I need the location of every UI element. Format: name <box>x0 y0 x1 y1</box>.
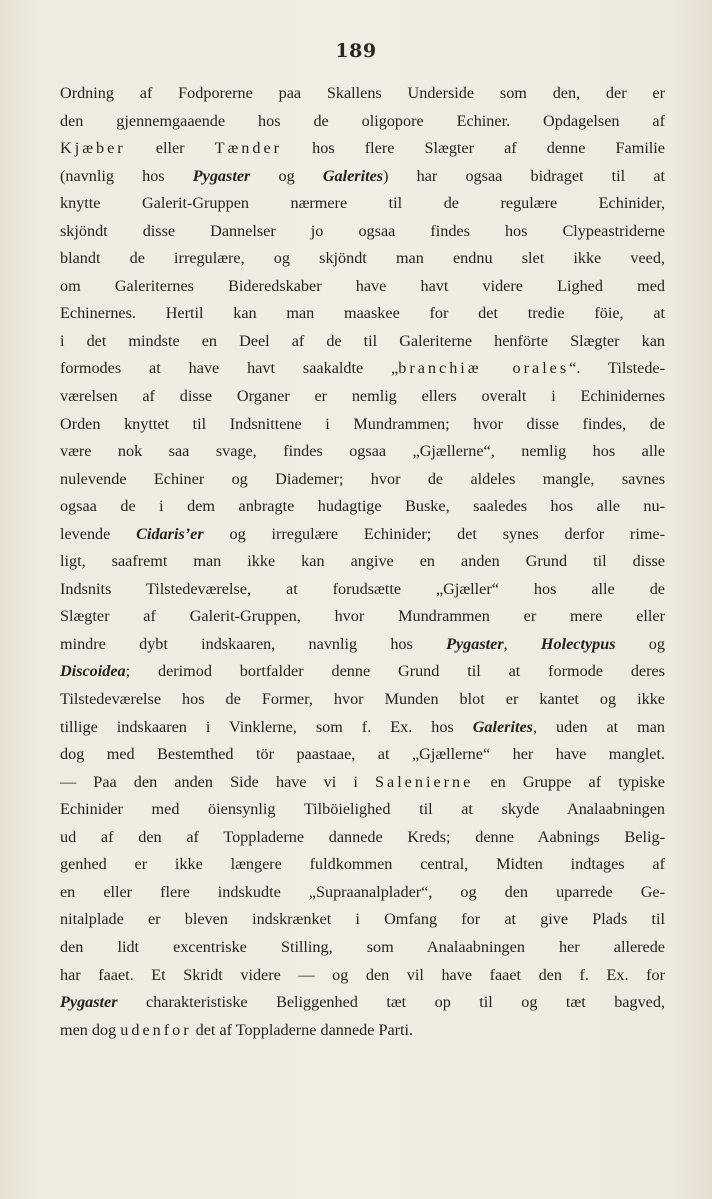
italic-term: Pygaster <box>60 993 118 1012</box>
text-segment: (navnlig hos <box>60 166 193 185</box>
text-line <box>60 218 665 246</box>
text-segment: knytte Galerit-Gruppen nærmere til de regulære Echinider, <box>60 194 665 213</box>
text-segment: blandt de irregulære, og skjöndt man endnu slet ikke veed, <box>60 249 665 268</box>
text-segment: , <box>503 634 541 653</box>
text-segment: den lidt excentriske Stilling, som Analaabningen her allerede <box>60 937 665 956</box>
text-segment: og <box>615 634 665 653</box>
spaced-term: Salenierne <box>375 772 474 791</box>
text-line <box>60 962 665 990</box>
text-segment: den gjennemgaaende hos de oligopore Echiner. Opdagelsen af <box>60 111 665 130</box>
text-line <box>60 906 665 934</box>
text-segment: Ordning af Fodporerne paa Skallens Underside som den, der er <box>60 84 665 102</box>
text-segment: og irregulære Echinider; det synes derfor rime- <box>203 524 665 543</box>
text-segment: hos flere Slægter af denne Familie <box>282 139 665 158</box>
text-segment: nulevende Echiner og Diademer; hvor de aldeles mangle, savnes <box>60 469 665 488</box>
text-line <box>60 190 665 218</box>
text-segment: i det mindste en Deel af de til Galeriterne henförte Slægter kan <box>60 331 665 350</box>
spaced-term: Tænder <box>214 139 283 158</box>
text-line <box>60 411 665 439</box>
text-line <box>60 548 665 576</box>
text-line <box>60 493 665 521</box>
text-segment: genhed er ikke længere fuldkommen central, Midten indtages af <box>60 855 665 874</box>
text-segment: dog med Bestemthed tör paastaae, at „Gjællerne“ her have manglet. <box>60 745 665 764</box>
text-segment: ligt, saafremt man ikke kan angive en anden Grund til disse <box>60 552 665 571</box>
text-segment: om Galeriternes Bideredskaber have havt videre Lighed med <box>60 276 665 295</box>
text-segment: Echinernes. Hertil kan man maaskee for det tredie föie, at <box>60 304 665 323</box>
text-segment: Slægter af Galerit-Gruppen, hvor Mundrammen er mere eller <box>60 607 665 626</box>
text-line <box>60 851 665 879</box>
italic-term: Pygaster <box>192 166 251 185</box>
text-segment: mindre dybt indskaaren, navnlig hos <box>60 634 447 653</box>
text-segment: , uden at man <box>532 717 665 736</box>
text-segment: en eller flere indskudte „Supraanalplader“, og den uparrede Ge- <box>60 882 665 901</box>
text-line <box>60 135 665 163</box>
italic-term: Holectypus <box>540 634 616 653</box>
text-line <box>60 714 665 742</box>
text-segment: Indsnits Tilstedeværelse, at forudsætte „Gjæller“ hos alle de <box>60 579 665 598</box>
text-segment: ud af den af Toppladerne dannede Kreds; denne Aabnings Belig- <box>60 827 665 846</box>
text-line <box>60 741 665 769</box>
text-segment: tillige indskaaren i Vinklerne, som f. Ex. hos <box>60 717 473 736</box>
text-line <box>60 273 665 301</box>
page-number: 189 <box>335 40 377 62</box>
text-segment: og <box>250 166 323 185</box>
text-line <box>60 989 665 1017</box>
text-segment: formodes at have havt saakaldte „ <box>60 359 399 378</box>
text-line <box>60 438 665 466</box>
spaced-term: Kjæber <box>60 139 126 158</box>
text-segment: ) har ogsaa bidraget til at <box>383 166 665 185</box>
text-segment: — Paa den anden Side have vi i <box>60 772 375 791</box>
text-line <box>60 466 665 494</box>
text-line <box>60 658 665 686</box>
text-line <box>60 80 665 108</box>
text-segment: være nok saa svage, findes ogsaa „Gjællerne“, nemlig hos alle <box>60 442 665 461</box>
text-line <box>60 108 665 136</box>
text-segment: ; derimod bortfalder denne Grund til at formode deres <box>125 662 665 681</box>
text-segment: men dog <box>60 1020 121 1039</box>
text-line <box>60 631 665 659</box>
spaced-term: branchiæ orales <box>398 359 570 378</box>
italic-term: Galerites <box>322 166 384 185</box>
text-segment: nitalplade er bleven indskrænket i Omfang for at give Plads til <box>60 910 665 929</box>
text-segment: det af Toppladerne dannede Parti. <box>191 1020 414 1039</box>
text-segment: levende <box>60 524 137 543</box>
text-segment: Orden knyttet til Indsnittene i Mundrammen; hvor disse findes, de <box>60 414 665 433</box>
text-line <box>60 521 665 549</box>
text-line <box>60 163 665 191</box>
text-line <box>60 603 665 631</box>
text-line <box>60 328 665 356</box>
text-line <box>60 383 665 411</box>
text-line <box>60 824 665 852</box>
text-segment: charakteristiske Beliggenhed tæt op til og tæt bagved, <box>117 993 665 1012</box>
text-segment: ogsaa de i dem anbragte hudagtige Buske, saaledes hos alle nu- <box>60 497 665 516</box>
text-segment: har faaet. Et Skridt videre — og den vil have faaet den f. Ex. for <box>60 965 665 984</box>
text-line <box>60 300 665 328</box>
text-line <box>60 1017 665 1045</box>
text-segment: en Gruppe af typiske <box>473 772 665 791</box>
text-segment: eller <box>125 139 215 158</box>
text-line <box>60 245 665 273</box>
text-segment: skjöndt disse Dannelser jo ogsaa findes hos Clypeastriderne <box>60 221 665 240</box>
text-line <box>60 934 665 962</box>
text-line <box>60 796 665 824</box>
text-segment: Echinider med öiensynlig Tilböielighed til at skyde Analaabningen <box>60 800 665 819</box>
text-line <box>60 355 665 383</box>
italic-term: Discoidea <box>60 662 126 681</box>
text-segment: “. Tilstede- <box>569 359 665 378</box>
italic-term: Pygaster <box>446 634 504 653</box>
text-segment: værelsen af disse Organer er nemlig ellers overalt i Echinidernes <box>60 387 665 406</box>
body-text <box>60 80 665 1044</box>
spaced-term: udenfor <box>120 1020 192 1039</box>
text-line <box>60 769 665 797</box>
text-line <box>60 686 665 714</box>
italic-term: Cidaris’er <box>136 524 204 543</box>
text-line <box>60 576 665 604</box>
italic-term: Galerites <box>472 717 533 736</box>
text-segment: Tilstedeværelse hos de Former, hvor Munden blot er kantet og ikke <box>60 690 665 709</box>
text-line <box>60 879 665 907</box>
